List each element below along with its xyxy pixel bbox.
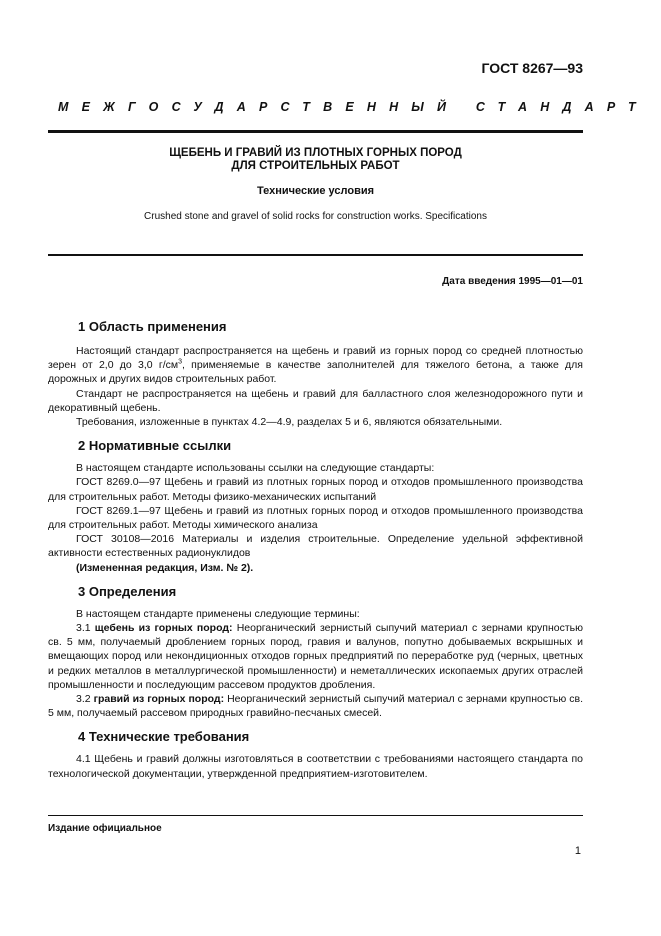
section-4-paragraph: 4.1 Щебень и гравий должны изготовляться в соответствии с требованиями настоящего стандарта по технологической документации, утвержденной предприятием-изготовителем.: [48, 753, 583, 780]
page-number: 1: [574, 845, 581, 857]
section-2-paragraph: В настоящем стандарте использованы ссылки на следующие стандарты:: [76, 462, 435, 475]
section-2-heading: 2 Нормативные ссылки: [78, 438, 232, 454]
reference-gost-8269-1: ГОСТ 8269.1—97 Щебень и гравий из плотных горных пород и отходов промышленного производства для строительных работ. Методы химического анализа: [48, 504, 583, 532]
footer-rule: [48, 815, 583, 816]
top-rule: [48, 130, 583, 133]
title-line-2: ДЛЯ СТРОИТЕЛЬНЫХ РАБОТ: [231, 160, 400, 172]
reference-gost-8269-0: ГОСТ 8269.0—97 Щебень и гравий из плотных горных пород и отходов промышленного производства для строительных работ. Методы физико-механических испытаний: [48, 476, 583, 503]
official-edition-label: Издание официальное: [48, 823, 162, 834]
term: щебень из горных пород:: [94, 622, 233, 635]
english-title: Crushed stone and gravel of solid rocks for construction works. Specifications: [144, 211, 487, 222]
amendment-note: (Измененная редакция, Изм. № 2).: [76, 561, 254, 574]
section-1-paragraph: Требования, изложенные в пунктах 4.2—4.9, разделах 5 и 6, являются обязательными.: [76, 416, 503, 429]
definition-crushed-stone: [48, 621, 583, 692]
standard-banner: МЕЖГОСУДАРСТВЕННЫЙ СТАНДАРТ: [58, 100, 649, 114]
cubic-superscript: 3: [178, 358, 182, 366]
term: гравий из горных пород:: [93, 693, 225, 706]
s1-text-b: , применяемые в качестве заполнителей для тяжелого бетона, а также для дорожных и других видов строительных работ.: [48, 359, 583, 386]
bottom-rule: [48, 254, 583, 256]
definition-text: Неорганический зернистый сыпучий материал с зернами крупностью св. 5 мм, получаемый дроблением горных пород, гравия и валунов, попутно добываемых вскрышных и вмещающих пород или некондиционных отходов горных предприятий по переработке руд (черных, цветных и редких металлов в металлургической промышленности) и неметаллических ископаемых других отраслей промышленности и последующим рассевом продуктов дробления.: [48, 622, 583, 691]
section-1-heading: 1 Область применения: [78, 319, 227, 334]
section-3-paragraph: В настоящем стандарте применены следующие термины:: [76, 607, 360, 620]
section-1-paragraph: [48, 344, 583, 387]
title-line-1: ЩЕБЕНЬ И ГРАВИЙ ИЗ ПЛОТНЫХ ГОРНЫХ ПОРОД: [169, 147, 462, 159]
document-body: [48, 316, 583, 781]
clause-number: 3.2: [76, 693, 94, 706]
section-3-heading: 3 Определения: [78, 583, 177, 599]
s1-text-a: Настоящий стандарт распространяется на щебень и гравий из горных пород со средней плотностью зерен от 2,0 до 3,0 г/см: [48, 345, 583, 372]
definition-text: Неорганический зернистый сыпучий материал с зернами крупностью св. 5 мм, получаемый рассевом природных гравийно-песчаных смесей.: [48, 693, 583, 720]
clause-number: 3.1: [76, 622, 95, 635]
section-4-heading: 4 Технические требования: [78, 729, 250, 745]
introduction-date: Дата введения 1995—01—01: [442, 276, 583, 287]
reference-gost-30108: ГОСТ 30108—2016 Материалы и изделия строительные. Определение удельной эффективной активности естественных радионуклидов: [48, 533, 583, 560]
definition-gravel: [48, 692, 583, 720]
document-title: [48, 147, 583, 173]
document-number: ГОСТ 8267—93: [481, 60, 583, 76]
section-1-paragraph: Стандарт не распространяется на щебень и гравий для балластного слоя железнодорожного пути и декоративный щебень.: [48, 387, 583, 414]
document-subtitle: Технические условия: [256, 185, 375, 197]
